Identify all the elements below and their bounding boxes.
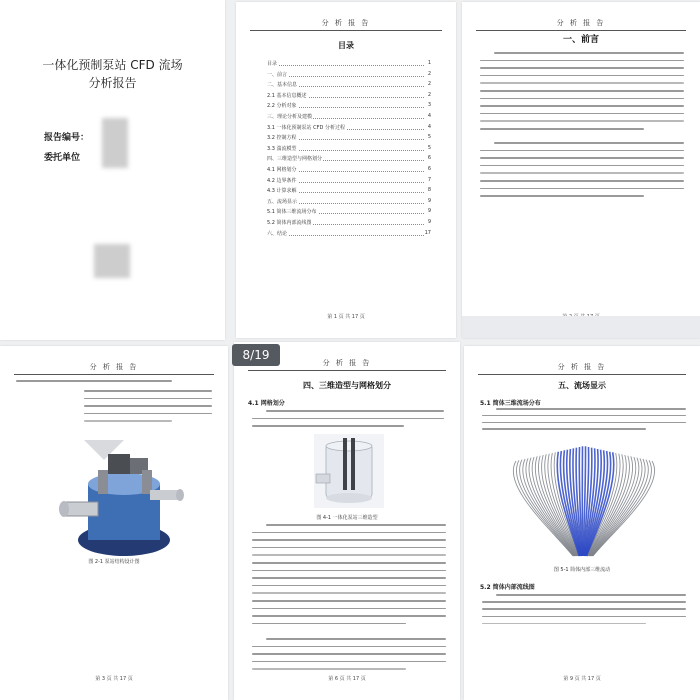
cover-page[interactable] — [0, 0, 225, 340]
text-line — [266, 410, 444, 412]
text-line — [84, 420, 172, 422]
cover-title-line1: 一体化预制泵站 CFD 流场 — [42, 58, 183, 72]
text-line — [252, 539, 446, 541]
text-line — [252, 646, 446, 648]
text-line — [252, 653, 446, 655]
text-line — [482, 415, 686, 417]
text-line — [252, 425, 404, 427]
pump-station-diagram — [54, 440, 194, 560]
structure-page[interactable] — [0, 346, 228, 700]
text-line — [480, 82, 684, 84]
running-header: 分 析 报 告 — [478, 362, 686, 375]
subsection-title: 5.2 简体内部流线图 — [480, 584, 535, 591]
page-footer: 第 1 页 共 17 页 — [327, 314, 365, 320]
section-title: 五、流场显示 — [558, 381, 606, 390]
toc-entry-page: 2 — [427, 81, 431, 88]
toc-entry[interactable] — [266, 145, 432, 153]
toc-entry-page: 5 — [427, 134, 431, 141]
text-line — [252, 570, 446, 572]
pump-3d-model — [314, 434, 384, 508]
toc-entry-label: 二、基本信息 — [267, 82, 298, 89]
text-line — [84, 398, 212, 400]
report-number-label: 报告编号： — [44, 133, 90, 143]
text-line — [482, 608, 686, 610]
cover-title-line2: 分析报告 — [88, 76, 137, 90]
toc-entry[interactable] — [266, 187, 432, 195]
figure-caption: 图 2-1 泵站结构设计图 — [88, 559, 140, 565]
toc-entry-label: 4.2 边界条件 — [267, 177, 297, 184]
running-header: 分 析 报 告 — [476, 18, 686, 31]
text-line — [252, 418, 444, 420]
toc-entry-page: 9 — [427, 208, 431, 215]
toc-entry[interactable] — [266, 230, 432, 238]
toc-entry-label: 3.1 一体化预制泵站 CFD 分析过程 — [267, 124, 345, 131]
text-line — [252, 585, 446, 587]
text-line — [494, 142, 684, 144]
toc-entry-label: 4.1 网格划分 — [267, 167, 297, 173]
text-line — [480, 90, 684, 92]
text-line — [480, 105, 684, 107]
text-line — [266, 524, 446, 526]
text-line — [496, 408, 686, 410]
page-footer: 第 6 页 共 17 页 — [328, 676, 366, 682]
toc-entry[interactable] — [266, 219, 432, 227]
redacted-block — [102, 118, 128, 168]
text-line — [482, 616, 686, 618]
subsection-title: 4.1 网格划分 — [248, 400, 285, 407]
redacted-block — [94, 244, 130, 278]
text-line — [252, 562, 446, 564]
client-label: 委托单位 — [44, 153, 81, 163]
toc-entry[interactable] — [266, 71, 432, 79]
text-line — [252, 592, 446, 594]
toc-entry-label: 三、理论分析及建模 — [267, 114, 313, 120]
text-line — [480, 157, 684, 159]
scan-shadow — [462, 316, 700, 338]
text-line — [482, 422, 686, 424]
text-line — [482, 428, 646, 430]
running-header: 分 析 报 告 — [250, 18, 442, 31]
toc-page[interactable] — [236, 2, 456, 338]
toc-entry-page: 9 — [427, 219, 431, 225]
toc-entry-label: 2.2 分析对象 — [267, 103, 297, 110]
toc-entry-page: 4 — [427, 123, 431, 130]
toc-entry-label: 3.2 控制方程 — [267, 135, 297, 142]
toc-entry-page: 2 — [427, 70, 431, 77]
toc-entry-label: 目录 — [267, 61, 278, 67]
subsection-title: 5.1 简体三维流场分布 — [480, 400, 541, 407]
page-footer: 第 3 页 共 17 页 — [95, 676, 133, 682]
toc-entry[interactable] — [266, 92, 432, 100]
text-line — [266, 638, 446, 640]
text-line — [252, 668, 406, 670]
toc-entry-page: 6 — [427, 166, 431, 172]
running-header: 分 析 报 告 — [14, 362, 214, 375]
toc-entry[interactable] — [266, 208, 432, 216]
text-line — [252, 554, 446, 556]
preface-page[interactable] — [462, 2, 700, 338]
text-line — [252, 623, 406, 625]
streamline-plot — [498, 436, 668, 564]
modeling-page[interactable] — [234, 342, 460, 700]
text-line — [482, 601, 686, 603]
toc-entry[interactable] — [266, 134, 432, 142]
text-line — [480, 60, 684, 62]
toc-entry[interactable] — [266, 166, 432, 174]
toc-entry[interactable] — [266, 113, 432, 121]
text-line — [480, 113, 684, 115]
toc-entry-page: 3 — [427, 102, 431, 109]
toc-entry-page: 4 — [427, 113, 431, 119]
toc-entry-page: 1 — [427, 60, 431, 66]
toc-entry-label: 四、三维造型与网格划分 — [267, 156, 323, 163]
text-line — [16, 380, 172, 382]
text-line — [480, 98, 684, 100]
text-line — [252, 547, 446, 549]
toc-entry[interactable] — [266, 102, 432, 110]
text-line — [480, 75, 684, 77]
section-title: 四、三维造型与网格划分 — [303, 381, 391, 390]
preface-title: 一、前言 — [562, 35, 599, 45]
text-line — [480, 188, 684, 190]
toc-entry-label: 五、流场显示 — [267, 198, 298, 205]
toc-entry[interactable] — [266, 198, 432, 206]
toc-entry[interactable] — [266, 177, 432, 185]
toc-entry-label: 4.3 计算求解 — [267, 188, 297, 195]
toc-entry-label: 3.3 湍流模型 — [267, 145, 297, 152]
text-line — [84, 405, 212, 407]
text-line — [252, 661, 446, 663]
page-footer: 第 9 页 共 17 页 — [563, 676, 601, 682]
toc-entry-page: 17 — [424, 229, 431, 236]
toc-entry-page: 7 — [427, 176, 431, 183]
text-line — [480, 128, 644, 130]
text-line — [480, 180, 684, 182]
text-line — [84, 390, 212, 392]
text-line — [480, 67, 684, 69]
toc-entry-label: 2.1 基本信息概述 — [267, 92, 307, 99]
toc-entry-page: 6 — [427, 155, 431, 162]
toc-entry[interactable] — [266, 81, 432, 89]
figure-caption: 图 5-1 简体内部三维流动 — [553, 567, 611, 573]
toc-entry[interactable] — [266, 155, 432, 163]
toc-title: 目录 — [338, 41, 354, 50]
toc-entry-page: 9 — [427, 197, 431, 204]
text-line — [494, 52, 684, 54]
text-line — [252, 532, 446, 534]
page-counter: 8/19 — [232, 344, 280, 366]
toc-entry-label: 5.2 简体内部流线图 — [267, 220, 312, 226]
toc-entry-page: 5 — [427, 144, 431, 151]
text-line — [84, 413, 212, 415]
text-line — [482, 623, 646, 625]
toc-entry-label: 一、前言 — [267, 71, 288, 78]
figure-caption: 图 4-1 一体化泵站三维造型 — [316, 515, 378, 521]
flow-page[interactable] — [464, 346, 700, 700]
text-line — [480, 172, 684, 174]
toc-entry[interactable] — [266, 124, 432, 132]
text-line — [480, 120, 684, 122]
text-line — [252, 608, 446, 610]
toc-entry-label: 六、结论 — [267, 230, 288, 237]
toc-entry-page: 8 — [427, 187, 431, 194]
toc-entry-page: 2 — [427, 91, 431, 98]
text-line — [496, 594, 686, 596]
text-line — [252, 577, 446, 579]
text-line — [252, 600, 446, 602]
text-line — [480, 165, 684, 167]
running-header: 分 析 报 告 — [248, 358, 446, 371]
text-line — [480, 195, 644, 197]
toc-entry-label: 5.1 简体三维流场分布 — [267, 209, 317, 216]
text-line — [252, 615, 446, 617]
toc-entry[interactable] — [266, 60, 432, 68]
text-line — [480, 150, 684, 152]
